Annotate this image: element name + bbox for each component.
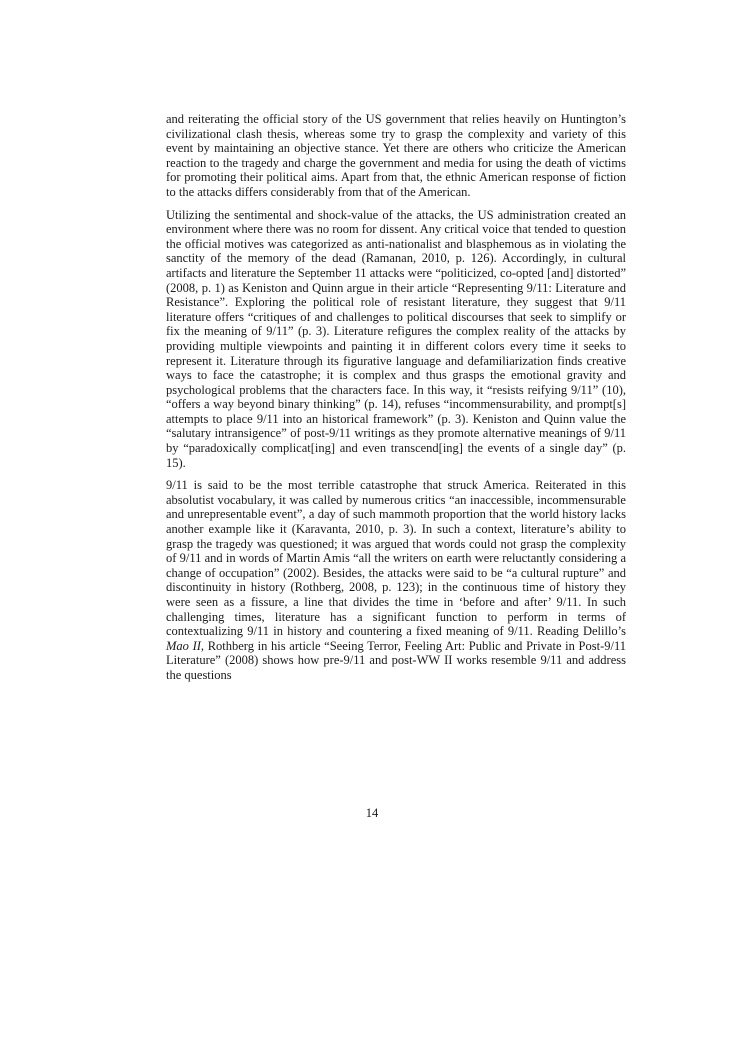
- paragraph-3-text-end: , Rothberg in his article “Seeing Terror, Feeling Art: Public and Private in Post-9/11 Literature” (2008) shows how pre-9/11 and post-WW II works resemble 9/11 and address the questions: [166, 638, 626, 682]
- paragraph-3: [166, 478, 626, 682]
- paragraph-3-text-start: 9/11 is said to be the most terrible catastrophe that struck America. Reiterated in this absolutist vocabulary, it was called by numerous critics “an inaccessible, incommensurable and unrepresentable event”, a day of such mammoth proportion that the world history lacks another example like it (Karavanta, 2010, p. 3). In such a context, literature’s ability to grasp the tragedy was questioned; it was argued that words could not grasp the complexity of 9/11 and in words of Martin Amis “all the writers on earth were reluctantly considering a change of occupation” (2002). Besides, the attacks were said to be “a cultural rupture” and discontinuity in history (Rothberg, 2008, p. 123); in the continuous time of history they were seen as a fissure, a line that divides the time in ‘before and after’ 9/11. In such challenging times, literature has a significant function to perform in terms of contextualizing 9/11 in history and countering a fixed meaning of 9/11. Reading Delillo’s: [166, 478, 626, 639]
- page-number: 14: [365, 806, 379, 820]
- paragraph-1-text: and reiterating the official story of the US government that relies heavily on Huntington’s civilizational clash thesis, whereas some try to grasp the complexity and variety of this event by maintaining an objective stance. Yet there are others who criticize the American reaction to the tragedy and charge the government and media for using the death of victims for promoting their political aims. Apart from that, the ethnic American response of fiction to the attacks differs considerably from that of the American.: [166, 112, 626, 199]
- body-text: [166, 112, 626, 683]
- book-title-mao-ii: Mao II: [166, 638, 201, 653]
- paragraph-1: [166, 112, 626, 200]
- paragraph-2-text: Utilizing the sentimental and shock-value of the attacks, the US administration created an environment where there was no room for dissent. Any critical voice that tended to question the official motives was categorized as anti-nationalist and blasphemous as in violating the sanctity of the memory of the dead (Ramanan, 2010, p. 126). Accordingly, in cultural artifacts and literature the September 11 attacks were “politicized, co-opted [and] distorted” (2008, p. 1) as Keniston and Quinn argue in their article “Representing 9/11: Literature and Resistance”. Exploring the political role of resistant literature, they suggest that 9/11 literature offers “critiques of and challenges to political discourses that seek to simplify or fix the meaning of 9/11” (p. 3). Literature refigures the complex reality of the attacks by providing multiple viewpoints and painting it in different colors every time it seeks to represent it. Literature through its figurative language and defamiliarization finds creative ways to face the catastrophe; it is complex and thus grasps the emotional gravity and psychological problems that the characters face. In this way, it “resists reifying 9/11” (10), “offers a way beyond binary thinking” (p. 14), refuses “incommensurability, and prompt[s] attempts to place 9/11 into an historical framework” (p. 3). Keniston and Quinn value the “salutary intransigence” of post-9/11 writings as they promote alternative meanings of 9/11 by “paradoxically complicat[ing] and even transcend[ing] the events of a single day” (p. 15).: [166, 207, 626, 470]
- paragraph-2: [166, 208, 626, 471]
